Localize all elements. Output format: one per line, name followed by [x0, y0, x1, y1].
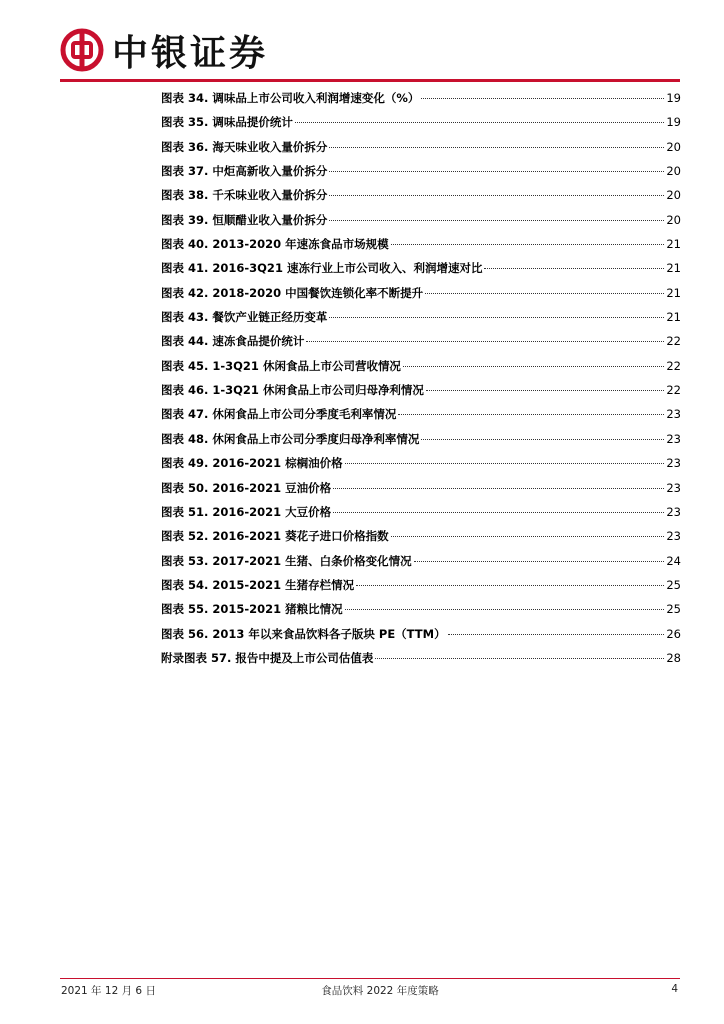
- toc-entry[interactable]: [161, 159, 681, 183]
- toc-entry[interactable]: [161, 256, 681, 280]
- toc-entry-label: 图表 52. 2016-2021 葵花子进口价格指数: [161, 529, 389, 544]
- footer-date: 2021 年 12 月 6 日: [61, 985, 156, 997]
- toc-entry[interactable]: [161, 135, 681, 159]
- toc-entry[interactable]: [161, 354, 681, 378]
- toc-entry-page: 23: [666, 407, 681, 422]
- toc-entry[interactable]: [161, 402, 681, 426]
- toc-dot-leader: [425, 292, 664, 294]
- toc-dot-leader: [329, 194, 664, 196]
- toc-entry-label: 图表 36. 海天味业收入量价拆分: [161, 139, 328, 154]
- toc-entry-page: 22: [666, 358, 681, 373]
- toc-dot-leader: [356, 584, 664, 586]
- toc-entry-page: 23: [666, 529, 681, 544]
- toc-entry-page: 25: [666, 602, 681, 617]
- toc-entry-page: 21: [666, 310, 681, 325]
- footer-report-title: 食品饮料 2022 年度策略: [321, 985, 439, 997]
- toc-entry-label: 图表 54. 2015-2021 生猪存栏情况: [161, 577, 355, 592]
- toc-entry[interactable]: [161, 451, 681, 475]
- toc-entry-label: 图表 50. 2016-2021 豆油价格: [161, 480, 332, 495]
- toc-dot-leader: [329, 219, 664, 221]
- header-divider: [60, 79, 680, 82]
- toc-entry[interactable]: [161, 329, 681, 353]
- toc-entry[interactable]: [161, 208, 681, 232]
- toc-entry-label: 附录图表 57. 报告中提及上市公司估值表: [161, 650, 374, 665]
- toc-entry-label: 图表 56. 2013 年以来食品饮料各子版块 PE（TTM）: [161, 626, 446, 641]
- toc-entry-page: 21: [666, 237, 681, 252]
- toc-dot-leader: [345, 608, 665, 610]
- toc-entry[interactable]: [161, 622, 681, 646]
- toc-entry-label: 图表 45. 1-3Q21 休闲食品上市公司营收情况: [161, 358, 401, 373]
- toc-dot-leader: [426, 389, 664, 391]
- toc-dot-leader: [295, 121, 664, 123]
- toc-dot-leader: [329, 146, 664, 148]
- toc-entry[interactable]: [161, 573, 681, 597]
- toc-entry-page: 19: [666, 115, 681, 130]
- toc-entry-label: 图表 35. 调味品提价统计: [161, 115, 293, 130]
- toc-entry[interactable]: [161, 232, 681, 256]
- toc-entry-page: 20: [666, 212, 681, 227]
- toc-dot-leader: [391, 535, 665, 537]
- toc-entry-page: 21: [666, 261, 681, 276]
- toc-entry-label: 图表 41. 2016-3Q21 速冻行业上市公司收入、利润增速对比: [161, 261, 483, 276]
- toc-entry-page: 23: [666, 431, 681, 446]
- toc-entry-page: 21: [666, 285, 681, 300]
- toc-dot-leader: [333, 511, 664, 513]
- toc-entry-label: 图表 53. 2017-2021 生猪、白条价格变化情况: [161, 553, 412, 568]
- toc-entry-page: 25: [666, 577, 681, 592]
- toc-entry[interactable]: [161, 110, 681, 134]
- toc-entry-label: 图表 34. 调味品上市公司收入利润增速变化（%）: [161, 91, 420, 105]
- footer-divider: [60, 978, 680, 979]
- toc-dot-leader: [421, 97, 664, 99]
- toc-entry-page: 20: [666, 164, 681, 179]
- toc-dot-leader: [329, 316, 664, 318]
- toc-entry[interactable]: [161, 549, 681, 573]
- toc-entry-page: 22: [666, 334, 681, 349]
- toc-entry[interactable]: [161, 524, 681, 548]
- toc-entry-label: 图表 38. 千禾味业收入量价拆分: [161, 188, 328, 203]
- toc-entry-label: 图表 49. 2016-2021 棕榈油价格: [161, 456, 343, 471]
- toc-entry[interactable]: [161, 597, 681, 621]
- toc-entry-label: 图表 40. 2013-2020 年速冻食品市场规模: [161, 237, 389, 252]
- toc-dot-leader: [398, 413, 664, 415]
- toc-entry[interactable]: [161, 646, 681, 670]
- toc-entry-page: 28: [666, 650, 681, 665]
- toc-entry-page: 20: [666, 188, 681, 203]
- toc-entry-label: 图表 43. 餐饮产业链正经历变革: [161, 310, 328, 325]
- toc-dot-leader: [421, 438, 664, 440]
- toc-entry-label: 图表 46. 1-3Q21 休闲食品上市公司归母净利情况: [161, 383, 424, 398]
- toc-entry-page: 22: [666, 383, 681, 398]
- bank-of-china-logo-icon: [60, 28, 104, 72]
- toc-entry-label: 图表 47. 休闲食品上市公司分季度毛利率情况: [161, 407, 397, 422]
- toc-entry-page: 23: [666, 504, 681, 519]
- toc-entry[interactable]: [161, 281, 681, 305]
- toc-dot-leader: [375, 657, 664, 659]
- toc-entry[interactable]: [161, 86, 681, 110]
- toc-entry-page: 23: [666, 480, 681, 495]
- toc-entry-page: 26: [666, 626, 681, 641]
- toc-dot-leader: [414, 560, 665, 562]
- toc-entry-label: 图表 39. 恒顺醋业收入量价拆分: [161, 212, 328, 227]
- toc-entry[interactable]: [161, 183, 681, 207]
- toc-entry-page: 24: [666, 553, 681, 568]
- toc-entry-page: 19: [666, 91, 681, 105]
- table-of-figures: [161, 86, 681, 670]
- toc-entry[interactable]: [161, 476, 681, 500]
- toc-dot-leader: [448, 633, 665, 635]
- header-logo: [60, 24, 268, 76]
- toc-dot-leader: [484, 267, 664, 269]
- toc-entry[interactable]: [161, 500, 681, 524]
- toc-dot-leader: [391, 243, 665, 245]
- toc-entry[interactable]: [161, 427, 681, 451]
- toc-entry-label: 图表 44. 速冻食品提价统计: [161, 334, 305, 349]
- toc-dot-leader: [345, 462, 665, 464]
- toc-entry[interactable]: [161, 378, 681, 402]
- page-number: 4: [671, 983, 678, 995]
- toc-entry-label: 图表 42. 2018-2020 中国餐饮连锁化率不断提升: [161, 285, 424, 300]
- toc-entry-label: 图表 55. 2015-2021 猪粮比情况: [161, 602, 343, 617]
- toc-entry-page: 23: [666, 456, 681, 471]
- toc-entry-label: 图表 51. 2016-2021 大豆价格: [161, 504, 332, 519]
- toc-entry[interactable]: [161, 305, 681, 329]
- toc-dot-leader: [306, 340, 664, 342]
- toc-entry-page: 20: [666, 139, 681, 154]
- toc-entry-label: 图表 37. 中炬高新收入量价拆分: [161, 164, 328, 179]
- toc-dot-leader: [333, 487, 664, 489]
- toc-dot-leader: [329, 170, 664, 172]
- toc-dot-leader: [403, 365, 664, 367]
- logo-text: 中银证券: [112, 31, 269, 74]
- toc-entry-label: 图表 48. 休闲食品上市公司分季度归母净利率情况: [161, 431, 420, 446]
